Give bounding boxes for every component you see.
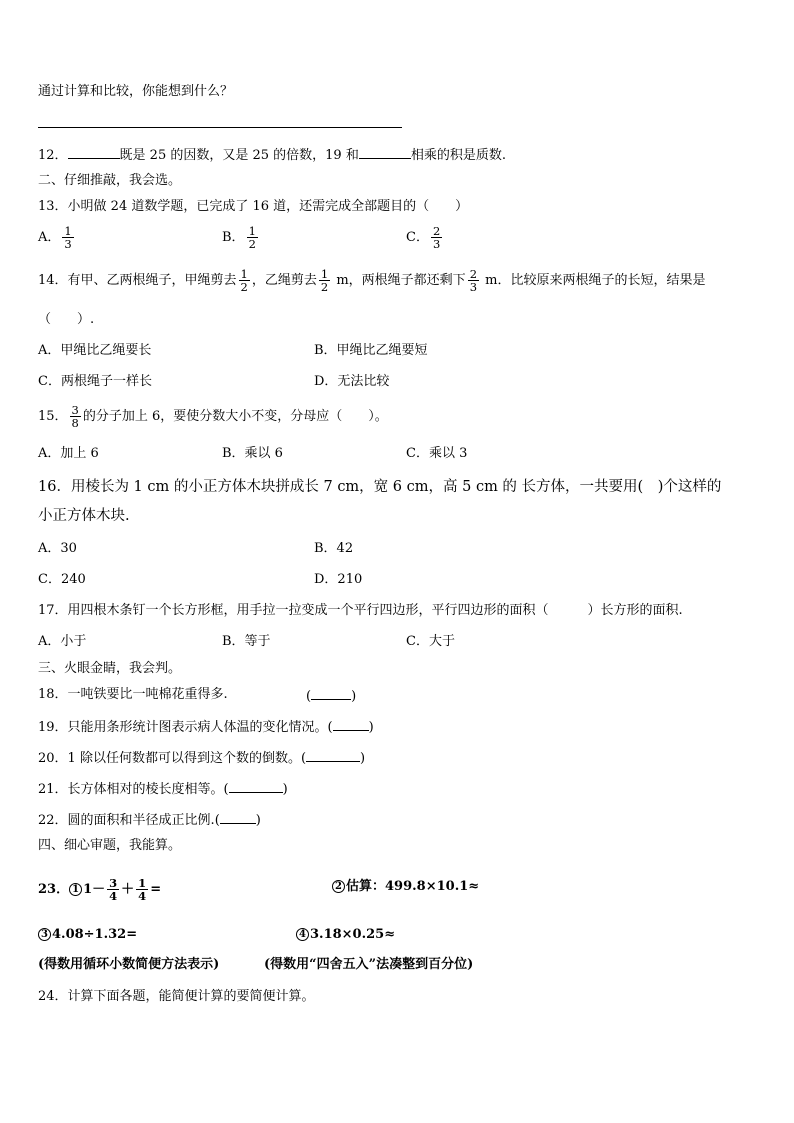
denominator: 3 [469, 280, 478, 294]
numerator: 1 [138, 876, 147, 890]
denominator: 3 [432, 237, 441, 251]
equals-sign: = [150, 882, 162, 897]
option-label: A． [38, 230, 61, 245]
denominator: 4 [138, 889, 147, 903]
fraction [62, 225, 73, 250]
numerator: 2 [469, 267, 478, 281]
fraction [239, 268, 250, 293]
denominator: 2 [248, 237, 256, 251]
question-15 [38, 404, 388, 429]
circled-number-2: 2 [332, 880, 345, 893]
fraction [136, 877, 148, 902]
fraction [70, 404, 81, 429]
question-23-part-1 [38, 877, 161, 902]
question-12 [38, 146, 506, 164]
circled-number-3: 3 [38, 928, 51, 941]
q15-number: 15． [38, 409, 68, 424]
numerator: 1 [64, 224, 72, 238]
question-24: 24．计算下面各题，能简便计算的要简便计算。 [38, 989, 315, 1004]
denominator: 8 [71, 416, 79, 430]
fraction [107, 877, 119, 902]
q14-text-1: 14．有甲、乙两根绳子，甲绳剪去 [38, 273, 237, 288]
q14-option-c[interactable]: C．两根绳子一样长 [38, 374, 152, 389]
section-2-heading: 二、仔细推敲，我会选。 [38, 173, 182, 188]
fraction [468, 268, 479, 293]
plus-sign: ＋ [121, 882, 135, 897]
q19-answer-blank[interactable] [333, 718, 369, 731]
question-19: 19．只能用条形统计图表示病人体温的变化情况。( ) [38, 720, 374, 735]
q21-text: 21．长方体相对的棱长度相等。 [38, 782, 224, 797]
question-18 [38, 687, 357, 704]
question-16-line-1: 16．用棱长为 1 cm 的小正方体木块拼成长 7 cm，宽 6 cm，高 5 cm 的 长方体，一共要用( )个这样的 [38, 479, 722, 495]
q15-option-b[interactable]: B．乘以 6 [222, 446, 283, 461]
numerator: 2 [432, 224, 441, 238]
q14-answer-paren: （ ）. [38, 312, 95, 327]
part-2-text: 估算：499.8×10.1≈ [346, 879, 480, 894]
question-22: 22．圆的面积和半径成正比例.( ) [38, 813, 261, 828]
denominator: 2 [240, 280, 248, 294]
section-3-heading: 三、火眼金睛，我会判。 [38, 661, 182, 676]
q12-text-1: 既是 25 的因数，又是 25 的倍数，19 和 [119, 148, 359, 163]
q12-text-2: 相乘的积是质数. [410, 148, 506, 163]
q14-text-2: ，乙绳剪去 [251, 273, 317, 288]
denominator: 2 [320, 280, 329, 294]
answer-blank[interactable] [311, 687, 351, 700]
part-4-text: 3.18×0.25≈ [310, 927, 396, 942]
question-23-part-4 [296, 927, 395, 943]
q20-text: 20．1 除以任何数都可以得到这个数的倒数。 [38, 751, 301, 766]
q19-text: 19．只能用条形统计图表示病人体温的变化情况。 [38, 720, 328, 735]
q14-option-d[interactable]: D．无法比较 [314, 374, 390, 389]
denominator: 3 [64, 237, 72, 251]
q18-answer[interactable]: ( ) [306, 689, 357, 704]
question-17: 17．用四根木条钉一个长方形框，用手拉一拉变成一个平行四边形，平行四边形的面积（ ）长方形的面积. [38, 603, 683, 618]
numerator: 1 [320, 267, 329, 281]
circled-number-4: 4 [296, 928, 309, 941]
question-20: 20．1 除以任何数都可以得到这个数的倒数。( ) [38, 751, 366, 766]
option-label: B． [222, 230, 245, 245]
denominator: 4 [109, 889, 118, 903]
question-23-part-3 [38, 927, 137, 943]
q18-text: 18．一吨铁要比一吨棉花重得多. [38, 687, 228, 702]
numerator: 3 [109, 876, 118, 890]
q23-note-2: (得数用“四舍五入”法凑整到百分位) [264, 957, 474, 972]
q22-answer-blank[interactable] [220, 811, 256, 824]
q13-option-b[interactable] [222, 225, 260, 250]
q17-option-a[interactable]: A．小于 [38, 634, 87, 649]
expr-text: 1－ [83, 882, 106, 897]
numerator: 3 [71, 403, 79, 417]
q15-text: 的分子加上 6，要使分数大小不变，分母应（ ）。 [82, 409, 388, 424]
intro-text: 通过计算和比较，你能想到什么？ [38, 84, 234, 99]
part-3-text: 4.08÷1.32= [52, 927, 138, 942]
q23-note-1: (得数用循环小数简便方法表示) [38, 957, 220, 972]
q12-blank-2[interactable] [359, 146, 411, 159]
q13-option-c[interactable] [406, 225, 444, 250]
question-14 [38, 268, 705, 293]
q22-text: 22．圆的面积和半径成正比例. [38, 813, 215, 828]
q14-option-a[interactable]: A．甲绳比乙绳要长 [38, 343, 152, 358]
q13-option-a[interactable] [38, 225, 76, 250]
fraction [247, 225, 258, 250]
q16-option-d[interactable]: D．210 [314, 572, 363, 587]
q12-blank-1[interactable] [68, 146, 120, 159]
fraction [431, 225, 442, 250]
option-label: C． [406, 230, 429, 245]
numerator: 1 [248, 224, 256, 238]
circled-number-1: 1 [69, 883, 82, 896]
q16-option-c[interactable]: C．240 [38, 572, 86, 587]
q15-option-a[interactable]: A．加上 6 [38, 446, 99, 461]
section-4-heading: 四、细心审题，我能算。 [38, 838, 182, 853]
question-13: 13．小明做 24 道数学题，已完成了 16 道，还需完成全部题目的（ ） [38, 199, 469, 214]
numerator: 1 [240, 267, 248, 281]
answer-line [38, 127, 402, 128]
question-23-part-2 [332, 879, 479, 895]
q14-text-3: m，两根绳子都还剩下 [332, 273, 466, 288]
q14-option-b[interactable]: B．甲绳比乙绳要短 [314, 343, 428, 358]
question-16-line-2: 小正方体木块. [38, 508, 130, 524]
q17-option-b[interactable]: B．等于 [222, 634, 271, 649]
fraction [319, 268, 330, 293]
question-21: 21．长方体相对的棱长度相等。( ) [38, 782, 288, 797]
q17-option-c[interactable]: C．大于 [406, 634, 455, 649]
q16-option-a[interactable]: A．30 [38, 541, 77, 556]
q12-number: 12． [38, 148, 68, 163]
q21-answer-blank[interactable] [229, 780, 283, 793]
q15-option-c[interactable]: C．乘以 3 [406, 446, 468, 461]
q14-text-4: m．比较原来两根绳子的长短，结果是 [481, 273, 706, 288]
q20-answer-blank[interactable] [306, 749, 360, 762]
q23-number: 23． [38, 882, 70, 897]
q16-option-b[interactable]: B．42 [314, 541, 354, 556]
